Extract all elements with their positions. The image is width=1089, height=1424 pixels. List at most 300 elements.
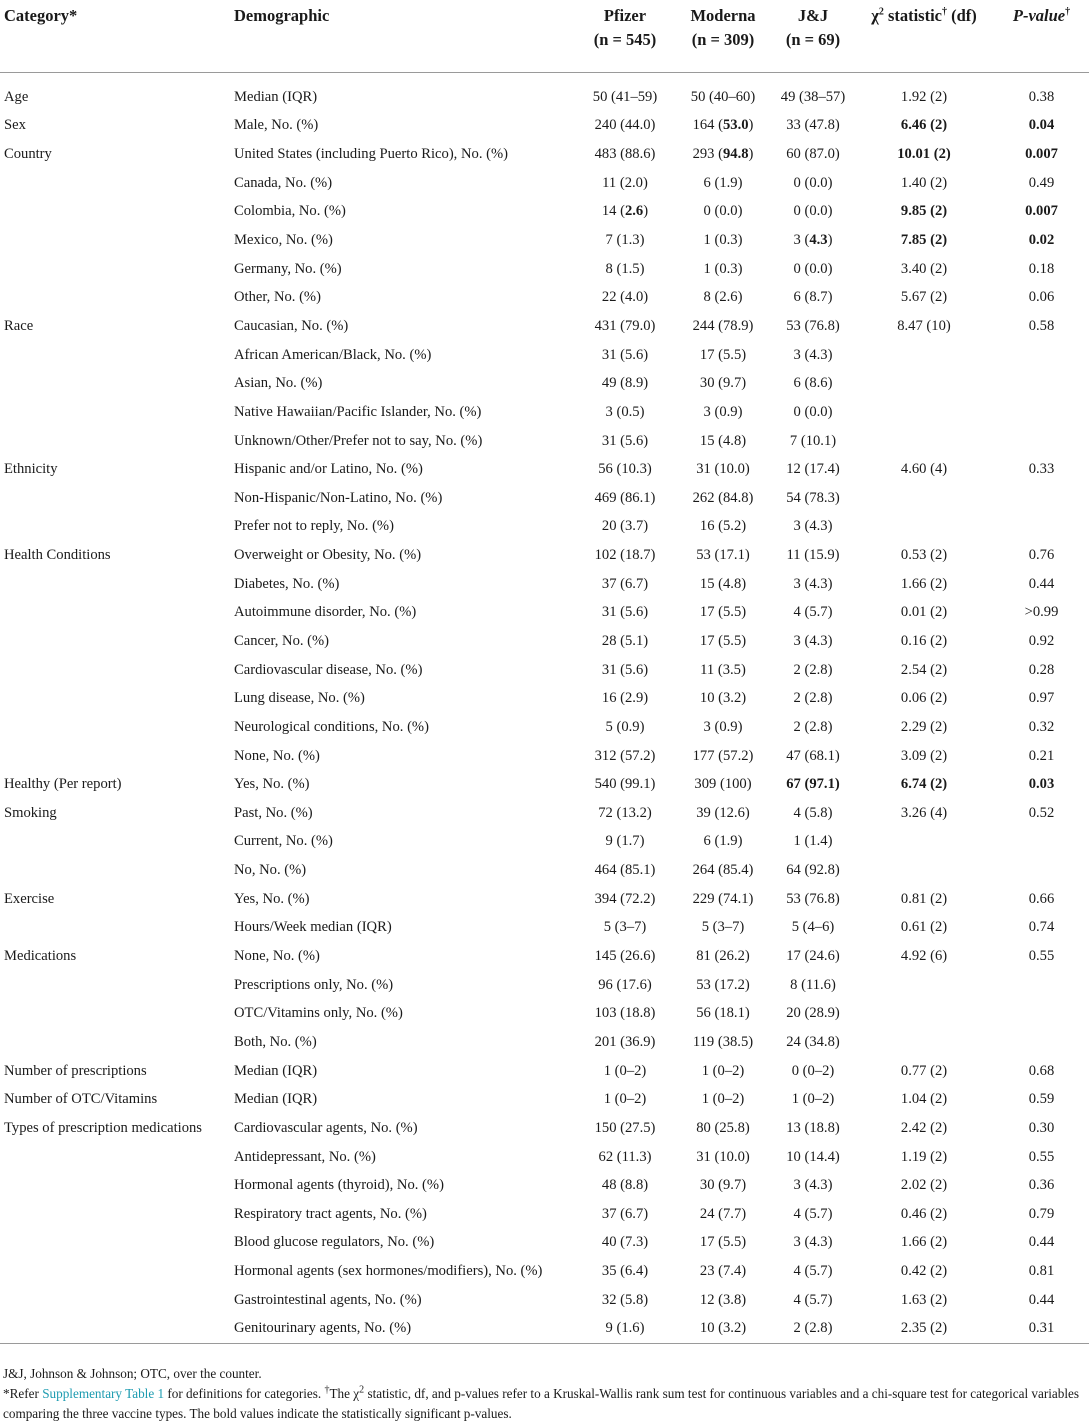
cell-jj: 4 (5.7)	[793, 1263, 833, 1280]
cell-demo: Current, No. (%)	[234, 833, 333, 850]
cell-p: 0.97	[1028, 690, 1055, 707]
cell-pfizer: 312 (57.2)	[594, 747, 656, 764]
cell-jj: 4 (5.7)	[793, 1205, 833, 1222]
table-row	[0, 828, 1089, 857]
cell-chi: 7.85 (2)	[900, 232, 948, 249]
cell-moderna: 31 (10.0)	[696, 461, 750, 478]
table-row	[0, 369, 1089, 398]
cell-moderna: 1 (0–2)	[701, 1091, 745, 1108]
cell-p: 0.49	[1028, 174, 1055, 191]
cell-cat: Healthy (Per report)	[4, 776, 122, 793]
cell-jj: 33 (47.8)	[786, 117, 840, 134]
cell-demo: None, No. (%)	[234, 747, 320, 764]
cell-pfizer: 72 (13.2)	[598, 804, 652, 821]
cell-jj: 6 (8.7)	[793, 289, 833, 306]
cell-jj: 1 (0–2)	[791, 1091, 835, 1108]
cell-jj: 1 (1.4)	[793, 833, 833, 850]
table-row	[0, 198, 1089, 227]
cell-chi: 2.29 (2)	[900, 718, 948, 735]
cell-jj: 3 (4.3)	[793, 1234, 833, 1251]
cell-p: 0.52	[1028, 804, 1055, 821]
table-row	[0, 1286, 1089, 1315]
cell-p: 0.55	[1028, 948, 1055, 965]
cell-p	[994, 856, 1089, 885]
cell-cat	[0, 570, 230, 599]
cell-demo: Genitourinary agents, No. (%)	[230, 1315, 576, 1344]
cell-pfizer: 3 (0.5)	[605, 403, 645, 420]
cell-moderna: 50 (40–60)	[690, 88, 756, 105]
cell-chi	[854, 1028, 994, 1057]
cell-demo: Prescriptions only, No. (%)	[234, 976, 394, 993]
cell-demo: Past, No. (%)	[234, 804, 313, 821]
cell-moderna: 23 (7.4)	[699, 1263, 747, 1280]
cell-jj: 5 (4–6)	[791, 919, 835, 936]
cell-jj: 64 (92.8)	[786, 862, 840, 879]
cell-cat	[0, 713, 230, 742]
cell-cat	[0, 1000, 230, 1029]
cell-pfizer: 201 (36.9)	[594, 1033, 656, 1050]
cell-jj: 0 (0.0)	[793, 174, 833, 191]
cell-cat	[0, 283, 230, 312]
cell-jj: 2 (2.8)	[793, 690, 833, 707]
cell-p: 0.21	[1028, 747, 1055, 764]
cell-jj: 0 (0.0)	[793, 403, 833, 420]
cell-demo: Median (IQR)	[234, 1062, 318, 1079]
cell-moderna: 6 (1.9)	[703, 833, 743, 850]
cell-jj: 4 (5.8)	[793, 804, 833, 821]
cell-p	[994, 369, 1089, 398]
cell-cat	[0, 599, 230, 628]
cell-cat: Types of prescription medications	[4, 1119, 202, 1136]
cell-cat	[0, 1200, 230, 1229]
cell-demo: Caucasian, No. (%)	[234, 317, 349, 334]
cell-jj: 53 (76.8)	[786, 317, 840, 334]
cell-pfizer: 16 (2.9)	[601, 690, 649, 707]
cell-demo: Cancer, No. (%)	[234, 632, 330, 649]
cell-demo: Both, No. (%)	[234, 1033, 317, 1050]
cell-moderna: 17 (5.5)	[699, 604, 747, 621]
cell-p: 0.32	[1028, 718, 1055, 735]
cell-p	[994, 828, 1089, 857]
cell-moderna: 0 (0.0)	[703, 203, 743, 220]
cell-jj: 67 (97.1)	[786, 776, 840, 793]
cell-chi: 1.40 (2)	[900, 174, 948, 191]
cell-p: 0.007	[1025, 203, 1058, 220]
cell-demo: Other, No. (%)	[234, 289, 321, 306]
cell-demo: Respiratory tract agents, No. (%)	[234, 1205, 427, 1222]
cell-p	[994, 398, 1089, 427]
cell-chi: 0.61 (2)	[900, 919, 948, 936]
cell-chi: 0.53 (2)	[900, 547, 948, 564]
cell-jj: 53 (76.8)	[786, 890, 840, 907]
cell-pfizer: 32 (5.8)	[601, 1291, 649, 1308]
cell-pfizer: 62 (11.3)	[598, 1148, 652, 1165]
cell-moderna: 1 (0–2)	[701, 1062, 745, 1079]
cell-pfizer: 1 (0–2)	[603, 1091, 647, 1108]
cell-pfizer: 31 (5.6)	[601, 661, 649, 678]
table-row	[0, 455, 1089, 484]
cell-pfizer: 37 (6.7)	[601, 575, 649, 592]
cell-pfizer: 145 (26.6)	[594, 948, 656, 965]
cell-p: 0.55	[1028, 1148, 1055, 1165]
cell-cat: Exercise	[4, 890, 55, 907]
cell-moderna: 244 (78.9)	[692, 317, 754, 334]
table-row	[0, 312, 1089, 341]
cell-moderna: 5 (3–7)	[701, 919, 745, 936]
cell-p: 0.79	[1028, 1205, 1055, 1222]
table-row	[0, 1200, 1089, 1229]
cell-p: 0.06	[1028, 289, 1055, 306]
cell-demo: Male, No. (%)	[234, 117, 319, 134]
cell-pfizer: 8 (1.5)	[605, 260, 645, 277]
cell-cat	[0, 1171, 230, 1200]
table-row	[0, 112, 1089, 141]
table-row	[0, 713, 1089, 742]
cell-jj: 60 (87.0)	[786, 146, 840, 163]
cell-jj: 17 (24.6)	[786, 948, 840, 965]
table-row	[0, 1257, 1089, 1286]
cell-moderna: 80 (25.8)	[696, 1119, 750, 1136]
cell-chi	[854, 369, 994, 398]
cell-cat	[0, 1257, 230, 1286]
cell-chi: 2.54 (2)	[900, 661, 948, 678]
cell-moderna: 15 (4.8)	[699, 432, 747, 449]
cell-p: 0.31	[994, 1315, 1089, 1344]
cell-chi: 1.19 (2)	[900, 1148, 948, 1165]
cell-p	[994, 513, 1089, 542]
cell-pfizer: 50 (41–59)	[592, 88, 658, 105]
cell-jj: 24 (34.8)	[786, 1033, 840, 1050]
cell-demo: Lung disease, No. (%)	[234, 690, 365, 707]
cell-demo: Yes, No. (%)	[234, 776, 310, 793]
cell-chi: 0.06 (2)	[900, 690, 948, 707]
table-row	[0, 427, 1089, 456]
cell-moderna: 229 (74.1)	[692, 890, 754, 907]
table-row	[0, 770, 1089, 799]
footnote-notes: *Refer Supplementary Table 1 for definitions for categories. †The $\chi^2$ statistic, df, and p-values refer to a Kruskal-Wallis rank sum test for continuous variables and a chi-square test for categorical variables comparing the three vaccine types. The bold values indicate the statistically significant p-values.	[3, 1384, 1079, 1421]
cell-moderna: 17 (5.5)	[699, 632, 747, 649]
cell-moderna: 1 (0.3)	[703, 232, 743, 249]
cell-cat	[0, 226, 230, 255]
cell-p	[994, 484, 1089, 513]
cell-jj: 0 (0–2)	[791, 1062, 835, 1079]
cell-jj: 4 (5.7)	[793, 604, 833, 621]
cell-pfizer: 40 (7.3)	[601, 1234, 649, 1251]
cell-demo: Mexico, No. (%)	[234, 232, 333, 249]
cell-cat: Medications	[4, 948, 77, 965]
cell-demo: Overweight or Obesity, No. (%)	[234, 547, 422, 564]
cell-chi: 0.81 (2)	[900, 890, 948, 907]
cell-moderna: 24 (7.7)	[699, 1205, 747, 1222]
header-chi-square: $\chi^2$ statistic† (df)	[854, 0, 994, 72]
cell-moderna: 31 (10.0)	[696, 1148, 750, 1165]
cell-jj: 8 (11.6)	[790, 976, 836, 993]
cell-cat	[0, 1315, 230, 1344]
cell-cat	[0, 169, 230, 198]
cell-chi: 6.46 (2)	[900, 117, 948, 134]
cell-jj: 6 (8.6)	[793, 375, 833, 392]
table-row	[0, 1028, 1089, 1057]
cell-p	[994, 1000, 1089, 1029]
cell-chi	[854, 971, 994, 1000]
cell-demo: Hormonal agents (thyroid), No. (%)	[234, 1177, 444, 1194]
cell-chi: 4.60 (4)	[900, 461, 948, 478]
cell-cat: Race	[4, 317, 34, 334]
cell-p: 0.38	[1028, 88, 1055, 105]
cell-demo: Cardiovascular agents, No. (%)	[234, 1119, 418, 1136]
cell-cat: Sex	[4, 117, 26, 134]
cell-demo: None, No. (%)	[234, 948, 320, 965]
cell-pfizer: 31 (5.6)	[601, 346, 649, 363]
cell-moderna: 10 (3.2)	[699, 690, 747, 707]
header-row	[0, 0, 1089, 72]
cell-demo: Antidepressant, No. (%)	[234, 1148, 376, 1165]
cell-cat	[0, 484, 230, 513]
cell-p: 0.81	[1028, 1263, 1055, 1280]
table-row	[0, 742, 1089, 771]
cell-pfizer: 28 (5.1)	[601, 632, 649, 649]
cell-pfizer: 48 (8.8)	[601, 1177, 649, 1194]
table-row	[0, 226, 1089, 255]
cell-moderna: 177 (57.2)	[692, 747, 754, 764]
cell-demo: Colombia, No. (%)	[234, 203, 346, 220]
cell-pfizer: 9 (1.6)	[576, 1315, 674, 1344]
table-row	[0, 513, 1089, 542]
table-row	[0, 684, 1089, 713]
cell-chi: 8.47 (10)	[897, 317, 951, 334]
cell-chi: 0.01 (2)	[900, 604, 948, 621]
cell-demo: Blood glucose regulators, No. (%)	[234, 1234, 435, 1251]
table-row	[0, 914, 1089, 943]
cell-chi	[854, 856, 994, 885]
cell-p: >0.99	[1024, 604, 1059, 621]
cell-cat	[0, 656, 230, 685]
table-row	[0, 1057, 1089, 1086]
cell-p: 0.76	[1028, 547, 1055, 564]
cell-chi: 1.66 (2)	[900, 1234, 948, 1251]
cell-cat: Country	[4, 146, 52, 163]
cell-cat: Number of OTC/Vitamins	[4, 1091, 158, 1108]
cell-pfizer: 540 (99.1)	[594, 776, 656, 793]
cell-moderna: 30 (9.7)	[699, 375, 747, 392]
table-row	[0, 1000, 1089, 1029]
cell-moderna: 81 (26.2)	[696, 948, 750, 965]
cell-jj: 3 (4.3)	[793, 632, 833, 649]
cell-jj: 3 (4.3)	[793, 575, 833, 592]
cell-demo: Yes, No. (%)	[234, 890, 310, 907]
cell-moderna: 309 (100)	[694, 776, 752, 793]
cell-pfizer: 37 (6.7)	[601, 1205, 649, 1222]
cell-moderna: 56 (18.1)	[696, 1005, 750, 1022]
table-row	[0, 627, 1089, 656]
cell-p: 0.74	[1028, 919, 1055, 936]
cell-moderna: 8 (2.6)	[703, 289, 743, 306]
table-row	[0, 169, 1089, 198]
table-row	[0, 83, 1089, 112]
cell-p	[994, 427, 1089, 456]
cell-jj: 2 (2.8)	[793, 718, 833, 735]
cell-jj: 2 (2.8)	[772, 1315, 854, 1344]
table-row	[0, 140, 1089, 169]
cell-chi: 1.92 (2)	[900, 88, 948, 105]
cell-demo: Unknown/Other/Prefer not to say, No. (%)	[234, 432, 483, 449]
cell-moderna: 53 (17.2)	[696, 976, 750, 993]
cell-chi: 4.92 (6)	[900, 948, 948, 965]
table-row	[0, 1114, 1089, 1143]
table-row	[0, 1171, 1089, 1200]
cell-demo: Germany, No. (%)	[234, 260, 342, 277]
header-jj: J&J (n = 69)	[772, 0, 854, 72]
cell-demo: Diabetes, No. (%)	[234, 575, 340, 592]
cell-p: 0.66	[1028, 890, 1055, 907]
cell-pfizer: 5 (0.9)	[605, 718, 645, 735]
cell-pfizer: 56 (10.3)	[598, 461, 652, 478]
cell-chi: 2.02 (2)	[900, 1177, 948, 1194]
cell-jj: 49 (38–57)	[780, 88, 846, 105]
cell-moderna: 16 (5.2)	[699, 518, 747, 535]
cell-jj: 10 (14.4)	[786, 1148, 840, 1165]
cell-cat: Age	[4, 88, 29, 105]
cell-chi	[854, 484, 994, 513]
cell-cat: Number of prescriptions	[4, 1062, 147, 1079]
cell-demo: OTC/Vitamins only, No. (%)	[234, 1005, 403, 1022]
cell-pfizer: 102 (18.7)	[594, 547, 656, 564]
cell-pfizer: 20 (3.7)	[601, 518, 649, 535]
footnote-abbreviations: J&J, Johnson & Johnson; OTC, over the counter.	[3, 1366, 262, 1381]
cell-moderna: 39 (12.6)	[696, 804, 750, 821]
cell-chi: 10.01 (2)	[897, 146, 951, 163]
cell-moderna: 17 (5.5)	[699, 1234, 747, 1251]
cell-cat	[0, 369, 230, 398]
cell-cat	[0, 255, 230, 284]
cell-jj: 47 (68.1)	[786, 747, 840, 764]
header-p-value: P-value†	[994, 0, 1089, 72]
cell-jj: 3 (4.3)	[793, 346, 833, 363]
cell-cat: Health Conditions	[4, 547, 111, 564]
cell-cat	[0, 856, 230, 885]
cell-pfizer: 150 (27.5)	[594, 1119, 656, 1136]
table-row	[0, 283, 1089, 312]
cell-p	[994, 971, 1089, 1000]
cell-moderna: 11 (3.5)	[700, 661, 746, 678]
cell-chi	[854, 513, 994, 542]
cell-jj: 3 (4.3)	[793, 1177, 833, 1194]
cell-chi: 1.63 (2)	[900, 1291, 948, 1308]
cell-pfizer: 96 (17.6)	[598, 976, 652, 993]
cell-chi: 3.40 (2)	[900, 260, 948, 277]
cell-chi: 5.67 (2)	[900, 289, 948, 306]
cell-p: 0.68	[1028, 1062, 1055, 1079]
cell-demo: Non-Hispanic/Non-Latino, No. (%)	[234, 489, 443, 506]
cell-cat	[0, 742, 230, 771]
cell-chi: 2.42 (2)	[900, 1119, 948, 1136]
cell-cat	[0, 341, 230, 370]
header-moderna-n: (n = 309)	[691, 29, 755, 49]
cell-pfizer: 103 (18.8)	[594, 1005, 656, 1022]
cell-moderna: 262 (84.8)	[692, 489, 754, 506]
cell-chi: 6.74 (2)	[900, 776, 948, 793]
header-demographic: Demographic	[230, 0, 576, 72]
cell-pfizer: 31 (5.6)	[601, 432, 649, 449]
cell-pfizer: 469 (86.1)	[594, 489, 656, 506]
cell-demo: Hormonal agents (sex hormones/modifiers), No. (%)	[234, 1263, 543, 1280]
cell-p: 0.44	[1028, 575, 1055, 592]
cell-p: 0.33	[1028, 461, 1055, 478]
cell-demo: Native Hawaiian/Pacific Islander, No. (%)	[234, 403, 482, 420]
cell-p	[994, 341, 1089, 370]
cell-cat	[0, 1286, 230, 1315]
cell-jj: 0 (0.0)	[793, 260, 833, 277]
cell-moderna: 3 (0.9)	[703, 718, 743, 735]
cell-chi	[854, 341, 994, 370]
cell-pfizer: 5 (3–7)	[603, 919, 647, 936]
cell-p: 0.44	[1028, 1291, 1055, 1308]
cell-cat	[0, 198, 230, 227]
cell-cat: Smoking	[4, 804, 57, 821]
cell-cat	[0, 1229, 230, 1258]
cell-cat	[0, 627, 230, 656]
header-moderna: Moderna (n = 309)	[674, 0, 772, 72]
cell-moderna: 30 (9.7)	[699, 1177, 747, 1194]
table-row	[0, 255, 1089, 284]
cell-demo: Asian, No. (%)	[234, 375, 323, 392]
cell-cat	[0, 828, 230, 857]
cell-p: 0.44	[1028, 1234, 1055, 1251]
cell-p: 0.28	[1028, 661, 1055, 678]
cell-pfizer: 11 (2.0)	[602, 174, 648, 191]
cell-p: 0.36	[1028, 1177, 1055, 1194]
cell-pfizer: 22 (4.0)	[601, 289, 649, 306]
cell-moderna: 10 (3.2)	[674, 1315, 772, 1344]
cell-moderna: 119 (38.5)	[692, 1033, 754, 1050]
cell-pfizer: 7 (1.3)	[605, 232, 645, 249]
cell-cat	[0, 1028, 230, 1057]
cell-chi: 2.35 (2)	[854, 1315, 994, 1344]
cell-demo: Hours/Week median (IQR)	[234, 919, 392, 936]
cell-p: 0.007	[1025, 146, 1058, 163]
cell-cat	[0, 914, 230, 943]
cell-moderna: 164 (53.0)	[692, 117, 754, 134]
cell-moderna: 12 (3.8)	[699, 1291, 747, 1308]
cell-jj: 0 (0.0)	[793, 203, 833, 220]
cell-cat	[0, 513, 230, 542]
cell-jj: 4 (5.7)	[793, 1291, 833, 1308]
cell-pfizer: 240 (44.0)	[594, 117, 656, 134]
table-row	[0, 570, 1089, 599]
cell-chi: 9.85 (2)	[900, 203, 948, 220]
cell-jj: 11 (15.9)	[786, 547, 840, 564]
table-row	[0, 942, 1089, 971]
cell-jj: 7 (10.1)	[789, 432, 837, 449]
cell-p: 0.30	[1028, 1119, 1055, 1136]
supplementary-table-link[interactable]: Supplementary Table 1	[42, 1386, 165, 1401]
table-row	[0, 1315, 1089, 1344]
header-pfizer: Pfizer (n = 545)	[576, 0, 674, 72]
cell-moderna: 293 (94.8)	[692, 146, 754, 163]
table-row	[0, 1143, 1089, 1172]
cell-pfizer: 483 (88.6)	[594, 146, 656, 163]
cell-p	[994, 1028, 1089, 1057]
cell-moderna: 6 (1.9)	[703, 174, 743, 191]
cell-jj: 20 (28.9)	[786, 1005, 840, 1022]
table-row	[0, 398, 1089, 427]
cell-demo: No, No. (%)	[234, 862, 307, 879]
header-category: Category*	[0, 0, 230, 72]
cell-p: 0.02	[1028, 232, 1055, 249]
cell-pfizer: 49 (8.9)	[601, 375, 649, 392]
cell-p: 0.04	[1028, 117, 1055, 134]
cell-chi: 0.46 (2)	[900, 1205, 948, 1222]
